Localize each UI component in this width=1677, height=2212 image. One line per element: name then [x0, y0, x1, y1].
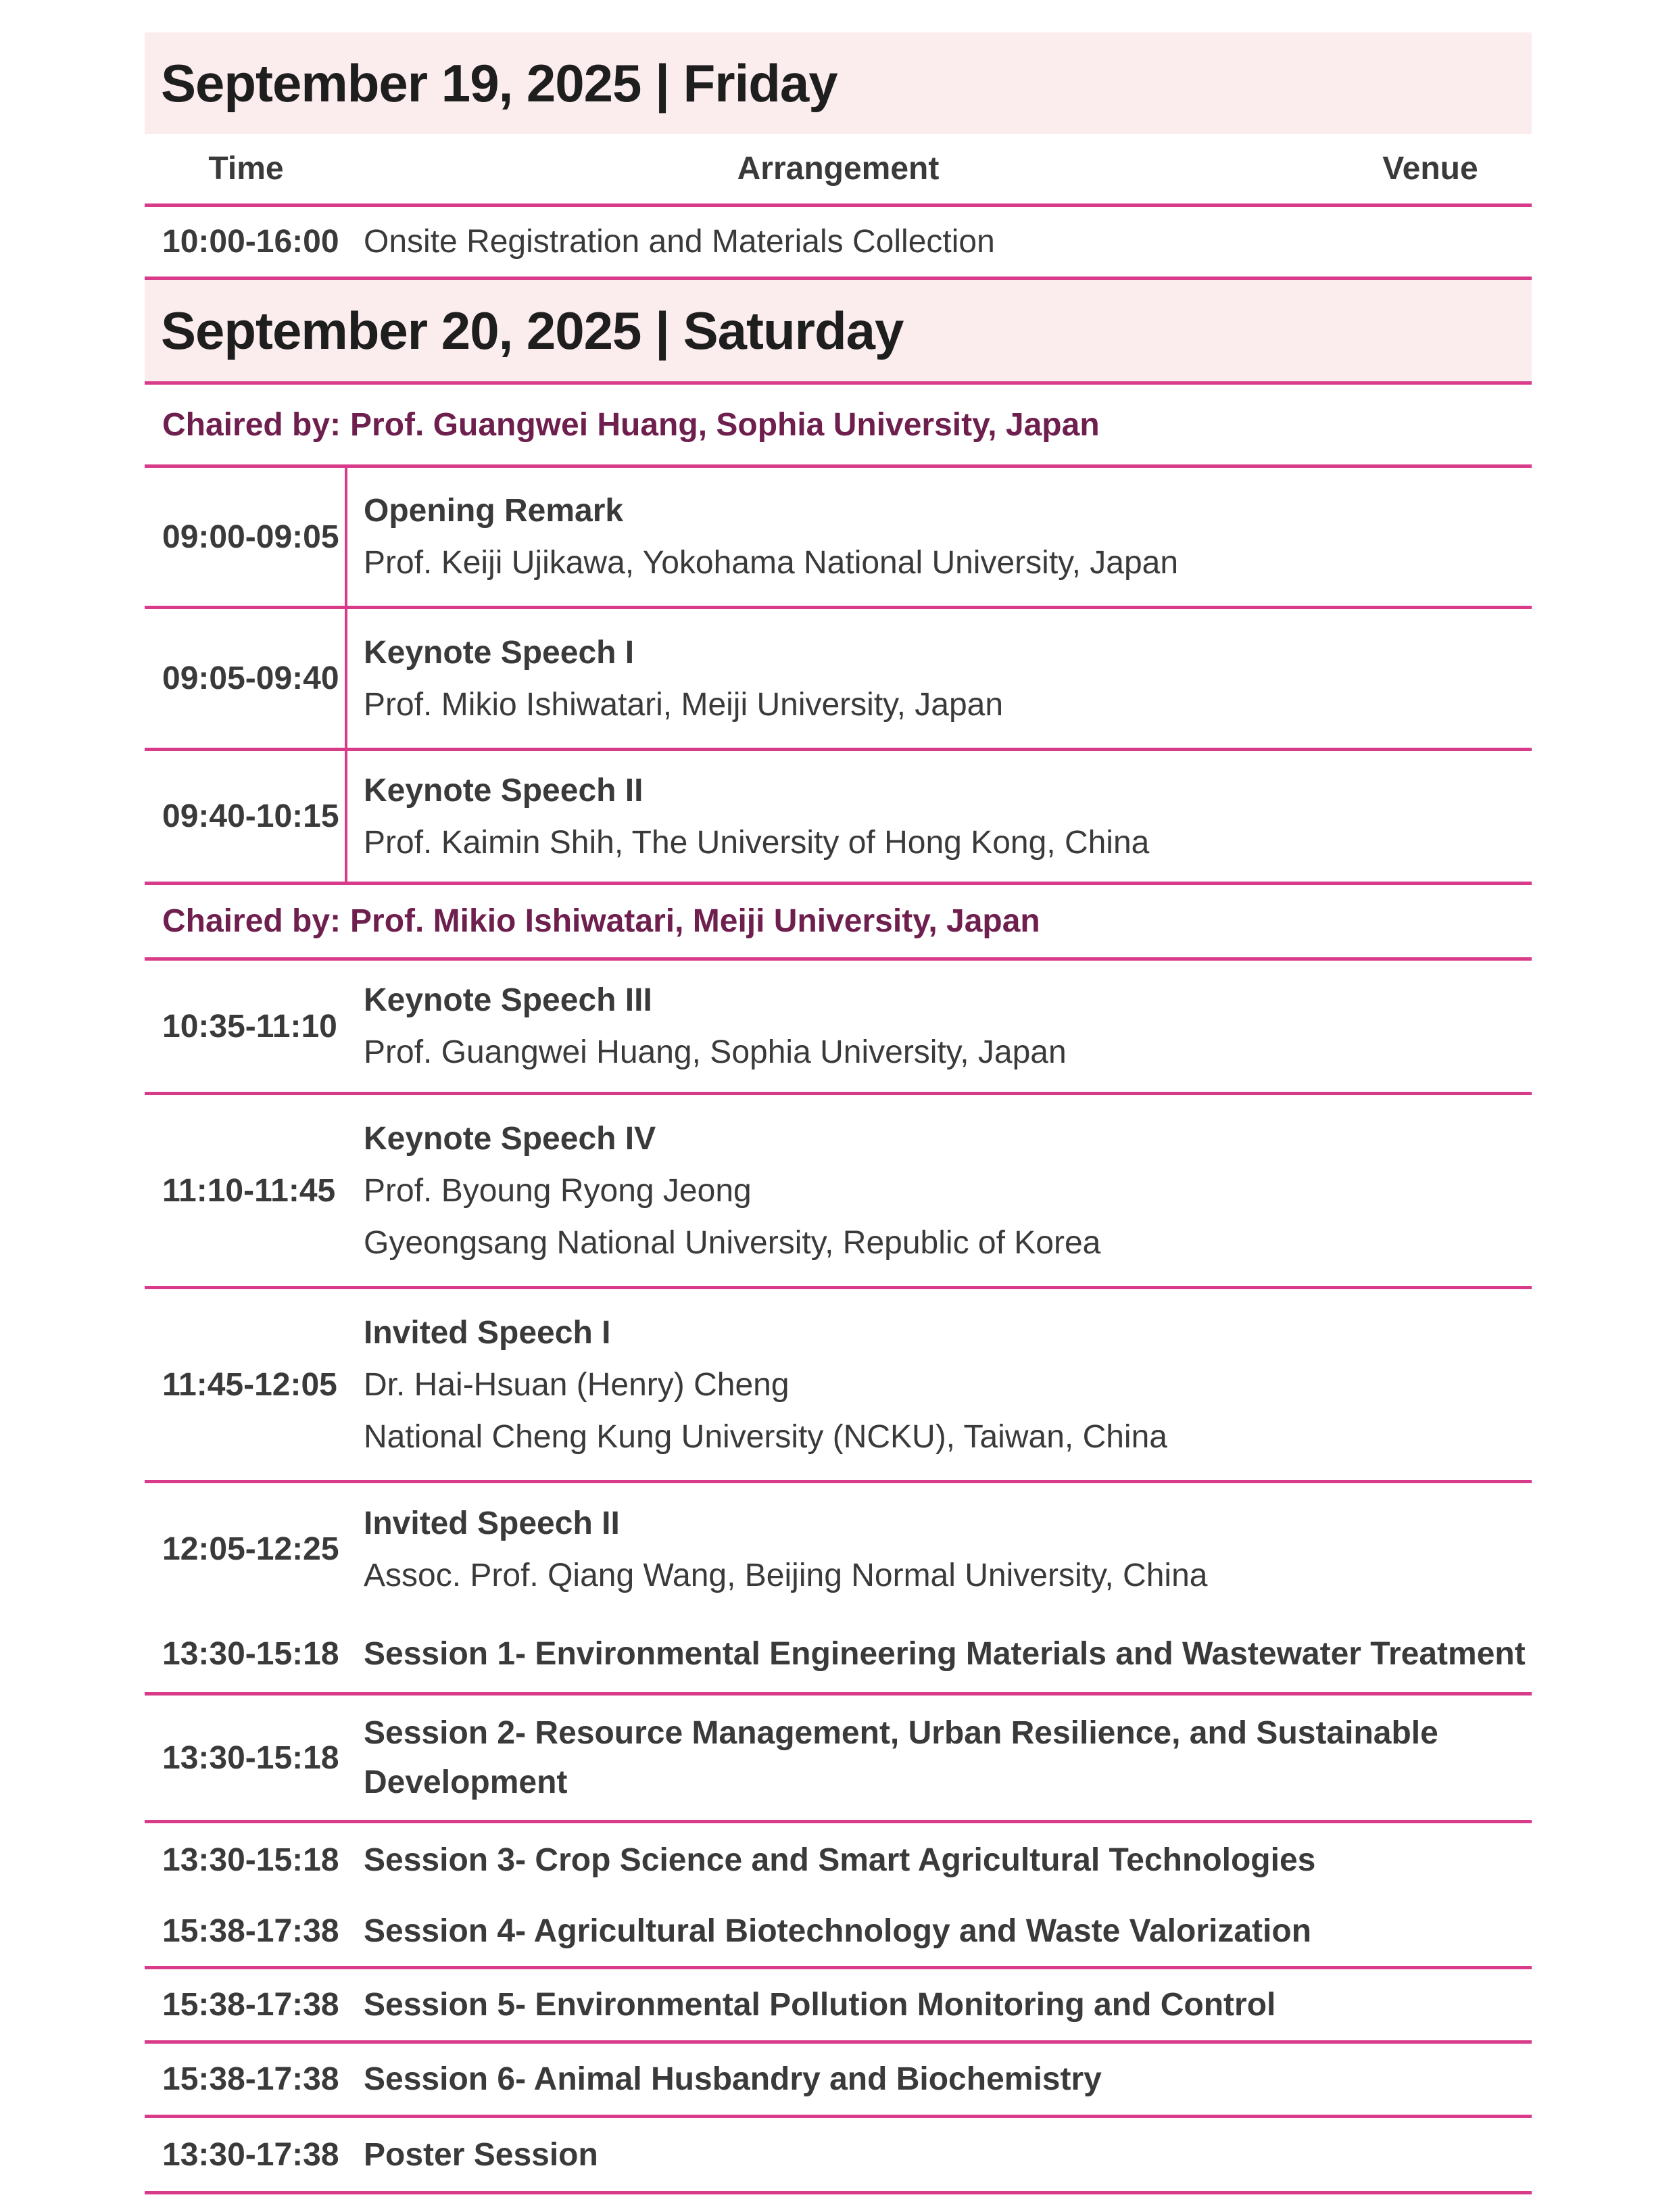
row-line: Dr. Hai-Hsuan (Henry) Cheng [364, 1366, 789, 1403]
session-title: Session 5- Environmental Pollution Monitoring and Control [364, 1987, 1276, 2023]
session-row [145, 1823, 1532, 1896]
row-line: Prof. Mikio Ishiwatari, Meiji University, Japan [364, 686, 1004, 723]
session-row [145, 2044, 1532, 2118]
chair-row-2 [145, 885, 1532, 961]
session-title: Session 6- Animal Husbandry and Biochemistry [364, 2061, 1102, 2097]
day-header-saturday [145, 276, 1532, 385]
session-title: Session 1- Environmental Engineering Materials and Wastewater Treatment [364, 1635, 1526, 1672]
session-row [145, 1969, 1532, 2044]
column-venue: Venue [1382, 151, 1478, 187]
session-title: Session 2- Resource Management, Urban Resilience, and Sustainable [364, 1715, 1438, 1751]
row-line: Prof. Kaimin Shih, The University of Hong Kong, China [364, 824, 1150, 861]
row-time: 15:38-17:38 [162, 1987, 339, 2023]
session-title: Session 4- Agricultural Biotechnology and Waste Valorization [364, 1913, 1312, 1949]
row-time: 12:05-12:25 [162, 1531, 339, 1567]
row-time: 13:30-15:18 [162, 1842, 339, 1878]
row-time: 15:38-17:38 [162, 1913, 339, 1949]
row-title: Keynote Speech I [364, 634, 635, 671]
row-time: 15:38-17:38 [162, 2061, 339, 2097]
row-line: Prof. Guangwei Huang, Sophia University, Japan [364, 1034, 1067, 1070]
row-text: Onsite Registration and Materials Collection [364, 224, 995, 260]
row-title: Keynote Speech II [364, 772, 643, 809]
row-line: National Cheng Kung University (NCKU), Taiwan, China [364, 1418, 1167, 1455]
day-header-title: September 20, 2025 | Saturday [161, 300, 904, 360]
session-title: Poster Session [364, 2136, 598, 2173]
row-time: 13:30-17:38 [162, 2136, 339, 2173]
row-time: 10:35-11:10 [162, 1008, 337, 1044]
chair-name: Prof. Mikio Ishiwatari, Meiji University, Japan [350, 903, 1040, 939]
day-header-title: September 19, 2025 | Friday [161, 53, 837, 113]
row-time: 09:40-10:15 [145, 751, 347, 882]
row-line: Prof. Byoung Ryong Jeong [364, 1172, 752, 1209]
session-row [145, 1615, 1532, 1696]
row-title: Invited Speech I [364, 1314, 611, 1351]
row-time: 09:00-09:05 [145, 468, 347, 606]
row-time: 11:10-11:45 [162, 1172, 336, 1209]
schedule-row [145, 1095, 1532, 1289]
row-title: Keynote Speech III [364, 982, 652, 1018]
schedule-row [145, 468, 1532, 609]
day-header-friday [145, 32, 1532, 134]
row-time: 13:30-15:18 [162, 1739, 339, 1776]
column-time: Time [208, 151, 284, 187]
row-title: Opening Remark [364, 493, 624, 529]
row-line: Prof. Keiji Ujikawa, Yokohama National University, Japan [364, 545, 1179, 581]
row-title: Invited Speech II [364, 1505, 620, 1541]
schedule-row [145, 1483, 1532, 1615]
schedule-page [145, 32, 1532, 2194]
session-row [145, 1896, 1532, 1969]
chair-label: Chaired by: [162, 903, 341, 939]
session-row [145, 2118, 1532, 2194]
chair-label: Chaired by: [162, 406, 341, 443]
column-arrangement: Arrangement [737, 151, 940, 187]
row-line: Gyeongsang National University, Republic of Korea [364, 1224, 1101, 1261]
row-title: Keynote Speech IV [364, 1120, 656, 1157]
row-time: 09:05-09:40 [145, 609, 347, 748]
schedule-row [145, 609, 1532, 751]
row-time: 10:00-16:00 [162, 224, 339, 260]
row-time: 13:30-15:18 [162, 1635, 339, 1672]
schedule-row [145, 961, 1532, 1095]
chair-name: Prof. Guangwei Huang, Sophia University, Japan [350, 406, 1100, 443]
schedule-row [145, 751, 1532, 885]
session-title: Session 3- Crop Science and Smart Agricultural Technologies [364, 1842, 1316, 1878]
session-title-cont: Development [364, 1764, 568, 1800]
row-line: Assoc. Prof. Qiang Wang, Beijing Normal University, China [364, 1557, 1208, 1593]
session-row [145, 1696, 1532, 1823]
chair-row-1 [145, 385, 1532, 468]
row-time: 11:45-12:05 [162, 1366, 337, 1403]
schedule-row [145, 1289, 1532, 1483]
column-headers [145, 134, 1532, 207]
registration-row [145, 207, 1532, 276]
